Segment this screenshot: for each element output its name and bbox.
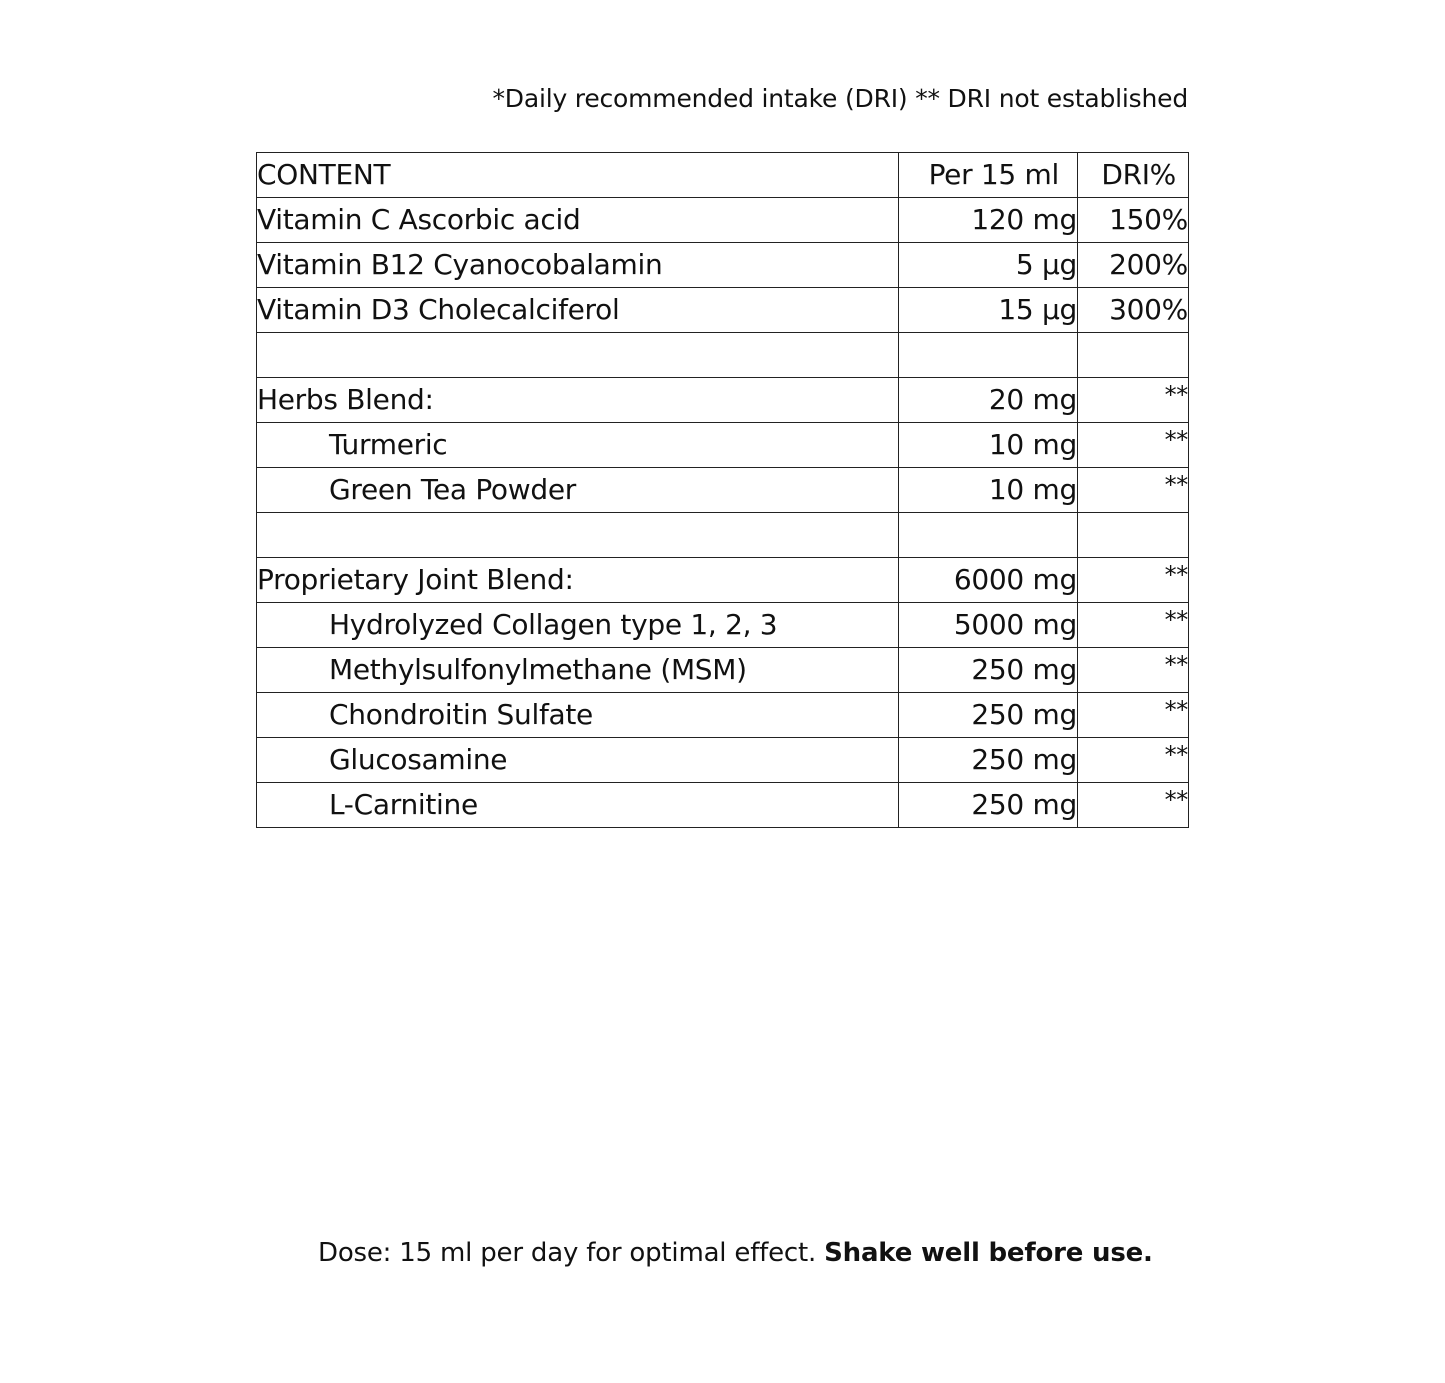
dose-warning: Shake well before use. — [824, 1238, 1153, 1268]
ingredient-name: Green Tea Powder — [257, 468, 899, 513]
table-row — [257, 738, 1189, 783]
table-row — [257, 198, 1189, 243]
table-row — [257, 468, 1189, 513]
ingredient-amount: 250 mg — [899, 648, 1078, 693]
ingredient-name: Hydrolyzed Collagen type 1, 2, 3 — [257, 603, 899, 648]
empty-cell — [257, 513, 899, 558]
ingredient-name: Proprietary Joint Blend: — [257, 558, 899, 603]
dose-text: Dose: 15 ml per day for optimal effect. — [318, 1238, 825, 1268]
dri-legend-note: *Daily recommended intake (DRI) ** DRI not established — [492, 84, 1188, 113]
ingredient-amount: 10 mg — [899, 468, 1078, 513]
supplement-facts-table — [256, 152, 1189, 828]
ingredient-amount: 15 µg — [899, 288, 1078, 333]
table-row — [257, 243, 1189, 288]
dose-instructions — [318, 1238, 1153, 1268]
ingredient-amount: 250 mg — [899, 783, 1078, 828]
ingredient-name: Vitamin D3 Cholecalciferol — [257, 288, 899, 333]
ingredient-dri: ** — [1078, 378, 1189, 423]
ingredient-dri: 300% — [1078, 288, 1189, 333]
ingredient-amount: 120 mg — [899, 198, 1078, 243]
ingredient-dri: ** — [1078, 468, 1189, 513]
ingredient-dri: ** — [1078, 693, 1189, 738]
empty-cell — [899, 333, 1078, 378]
table-row — [257, 558, 1189, 603]
ingredient-dri: 200% — [1078, 243, 1189, 288]
ingredient-dri: ** — [1078, 738, 1189, 783]
empty-cell — [1078, 333, 1189, 378]
ingredient-amount: 250 mg — [899, 738, 1078, 783]
table-row — [257, 423, 1189, 468]
ingredient-amount: 10 mg — [899, 423, 1078, 468]
ingredient-amount: 20 mg — [899, 378, 1078, 423]
empty-cell — [1078, 513, 1189, 558]
header-amount: Per 15 ml — [899, 153, 1078, 198]
ingredient-name: Glucosamine — [257, 738, 899, 783]
ingredient-name: Methylsulfonylmethane (MSM) — [257, 648, 899, 693]
ingredient-dri: ** — [1078, 603, 1189, 648]
ingredient-amount: 250 mg — [899, 693, 1078, 738]
table-row — [257, 693, 1189, 738]
ingredient-name: Vitamin B12 Cyanocobalamin — [257, 243, 899, 288]
ingredient-dri: 150% — [1078, 198, 1189, 243]
table-row — [257, 648, 1189, 693]
ingredient-name: L-Carnitine — [257, 783, 899, 828]
ingredient-amount: 6000 mg — [899, 558, 1078, 603]
ingredient-name: Turmeric — [257, 423, 899, 468]
ingredient-name: Vitamin C Ascorbic acid — [257, 198, 899, 243]
ingredient-dri: ** — [1078, 648, 1189, 693]
table-row — [257, 288, 1189, 333]
empty-row — [257, 513, 1189, 558]
table-row — [257, 378, 1189, 423]
ingredient-dri: ** — [1078, 558, 1189, 603]
table-row — [257, 603, 1189, 648]
empty-row — [257, 333, 1189, 378]
empty-cell — [899, 513, 1078, 558]
ingredient-dri: ** — [1078, 783, 1189, 828]
ingredient-dri: ** — [1078, 423, 1189, 468]
ingredient-amount: 5000 mg — [899, 603, 1078, 648]
header-dri: DRI% — [1078, 153, 1189, 198]
table-row — [257, 783, 1189, 828]
header-content: CONTENT — [257, 153, 899, 198]
ingredient-name: Chondroitin Sulfate — [257, 693, 899, 738]
ingredient-name: Herbs Blend: — [257, 378, 899, 423]
table-header-row — [257, 153, 1189, 198]
empty-cell — [257, 333, 899, 378]
ingredient-amount: 5 µg — [899, 243, 1078, 288]
